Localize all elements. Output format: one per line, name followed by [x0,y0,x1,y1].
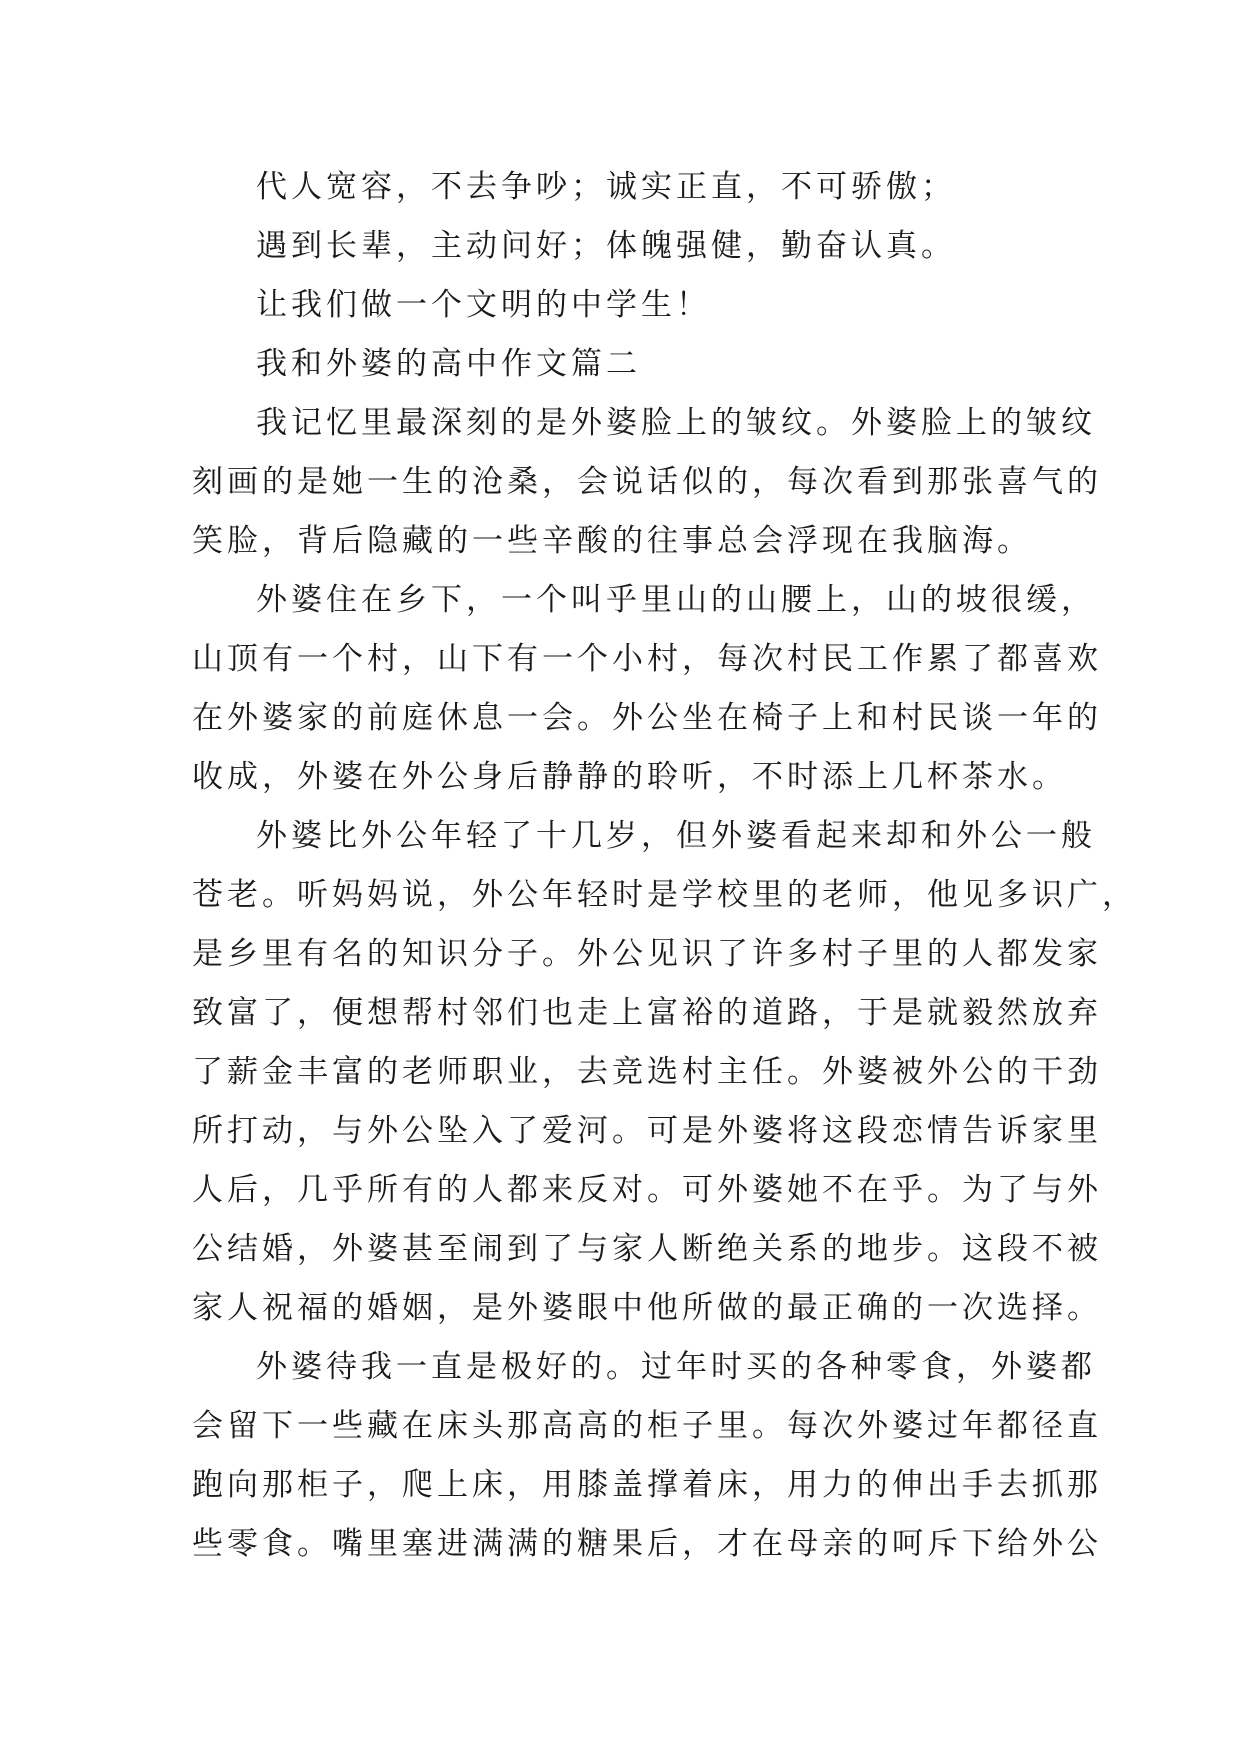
text-line: 跑向那柜子，爬上床，用膝盖撑着床，用力的伸出手去抓那 [192,1467,1102,1503]
text-line: 让我们做一个文明的中学生！ [256,287,711,323]
text-line: 山顶有一个村，山下有一个小村，每次村民工作累了都喜欢 [192,641,1102,677]
text-line: 外婆比外公年轻了十几岁，但外婆看起来却和外公一般 [256,818,1096,854]
text-line: 些零食。嘴里塞进满满的糖果后，才在母亲的呵斥下给外公 [192,1526,1102,1562]
essay-body [192,158,1137,1574]
text-line: 代人宽容，不去争吵；诚实正直，不可骄傲； [256,169,956,205]
text-line: 人后，几乎所有的人都来反对。可外婆她不在乎。为了与外 [192,1172,1102,1208]
essay-heading: 我和外婆的高中作文篇二 [256,346,641,382]
text-line: 苍老。听妈妈说，外公年轻时是学校里的老师，他见多识广， [192,877,1137,913]
text-line: 是乡里有名的知识分子。外公见识了许多村子里的人都发家 [192,936,1102,972]
text-line: 我记忆里最深刻的是外婆脸上的皱纹。外婆脸上的皱纹 [256,405,1096,441]
text-line: 刻画的是她一生的沧桑，会说话似的，每次看到那张喜气的 [192,464,1102,500]
text-line: 会留下一些藏在床头那高高的柜子里。每次外婆过年都径直 [192,1408,1102,1444]
text-line: 公结婚，外婆甚至闹到了与家人断绝关系的地步。这段不被 [192,1231,1102,1267]
text-line: 在外婆家的前庭休息一会。外公坐在椅子上和村民谈一年的 [192,700,1102,736]
text-line: 了薪金丰富的老师职业，去竞选村主任。外婆被外公的干劲 [192,1054,1102,1090]
text-line: 遇到长辈，主动问好；体魄强健，勤奋认真。 [256,228,956,264]
text-line: 外婆待我一直是极好的。过年时买的各种零食，外婆都 [256,1349,1096,1385]
text-line: 家人祝福的婚姻，是外婆眼中他所做的最正确的一次选择。 [192,1290,1102,1326]
text-line: 笑脸，背后隐藏的一些辛酸的往事总会浮现在我脑海。 [192,523,1032,559]
text-line: 收成，外婆在外公身后静静的聆听，不时添上几杯茶水。 [192,759,1067,795]
text-line: 致富了，便想帮村邻们也走上富裕的道路，于是就毅然放弃 [192,995,1102,1031]
text-line: 所打动，与外公坠入了爱河。可是外婆将这段恋情告诉家里 [192,1113,1102,1149]
text-line: 外婆住在乡下，一个叫乎里山的山腰上，山的坡很缓， [256,582,1096,618]
